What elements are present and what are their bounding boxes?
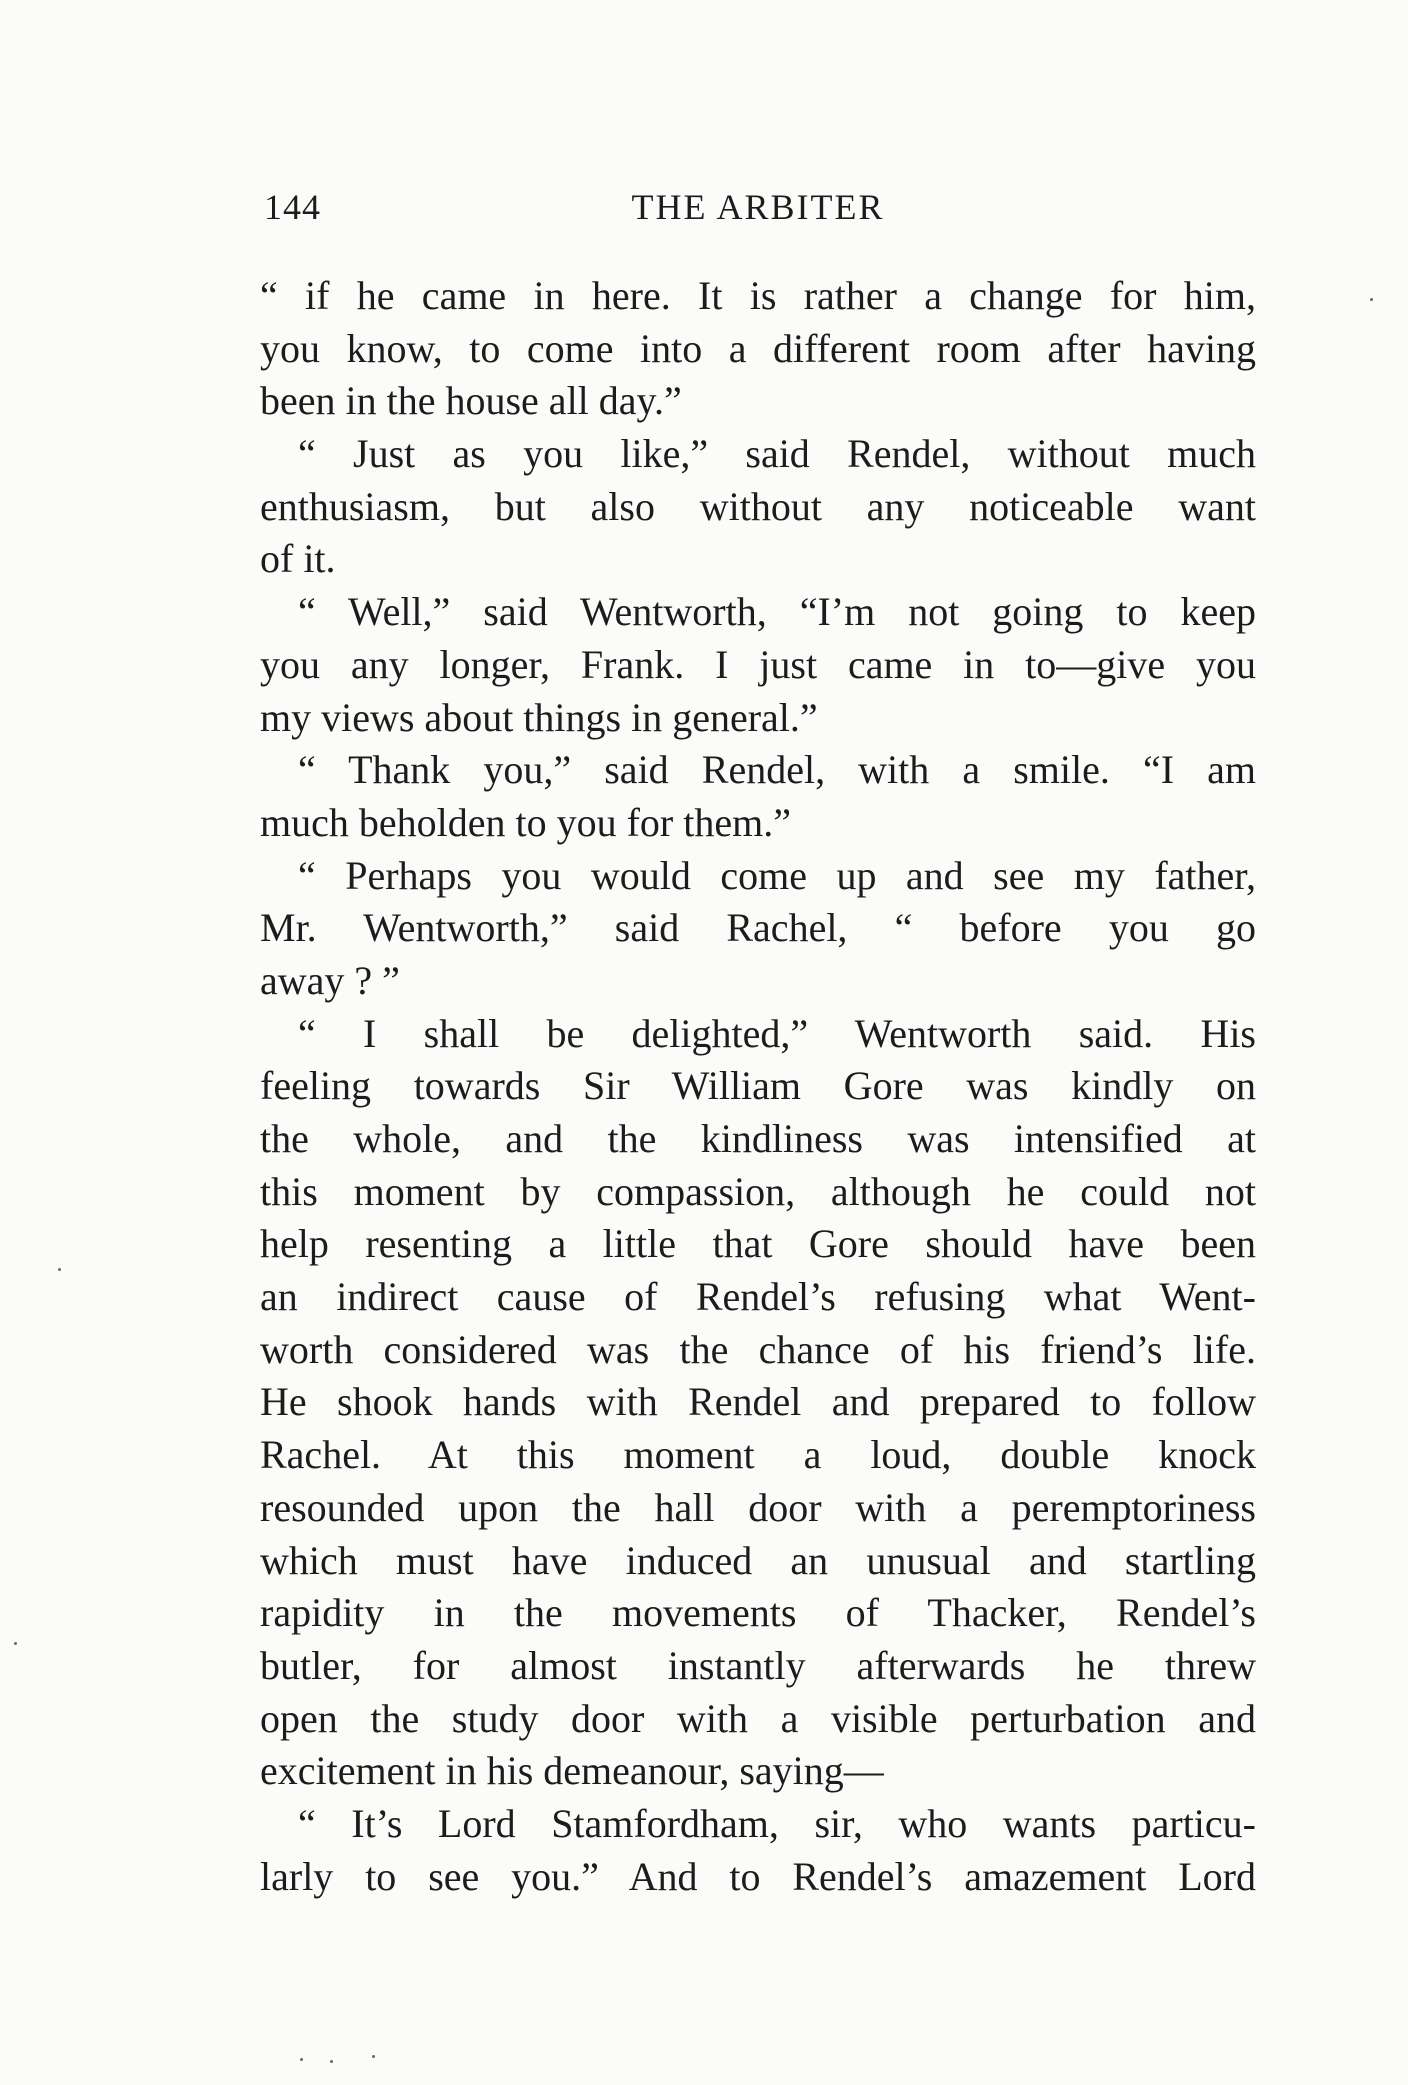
text-line: Rachel. At this moment a loud, double knock bbox=[260, 1432, 1256, 1478]
text-line: “ Just as you like,” said Rendel, without much bbox=[298, 431, 1256, 477]
text-line: away ? ” bbox=[260, 957, 400, 1003]
paper-speck bbox=[14, 1642, 17, 1645]
text-line: help resenting a little that Gore should have been bbox=[260, 1221, 1256, 1267]
text-line: “ Well,” said Wentworth, “I’m not going to keep bbox=[298, 589, 1256, 635]
paper-speck bbox=[58, 1268, 61, 1271]
text-line: “ Thank you,” said Rendel, with a smile. “I am bbox=[298, 747, 1256, 793]
text-line: resounded upon the hall door with a peremptoriness bbox=[260, 1484, 1256, 1530]
text-line: larly to see you.” And to Rendel’s amazement Lord bbox=[260, 1853, 1256, 1899]
text-line: open the study door with a visible perturbation and bbox=[260, 1695, 1256, 1741]
text-line: excitement in his demeanour, saying— bbox=[260, 1748, 884, 1794]
text-line: you any longer, Frank. I just came in to—give you bbox=[260, 641, 1256, 687]
text-line: which must have induced an unusual and startling bbox=[260, 1537, 1256, 1583]
text-line: “ I shall be delighted,” Wentworth said. His bbox=[298, 1010, 1256, 1056]
text-line: the whole, and the kindliness was intensified at bbox=[260, 1116, 1256, 1161]
running-head: THE ARBITER bbox=[631, 187, 885, 227]
text-line: Mr. Wentworth,” said Rachel, “ before you go bbox=[260, 905, 1256, 951]
text-line: worth considered was the chance of his friend’s life. bbox=[260, 1326, 1256, 1372]
paper-speck bbox=[372, 2055, 375, 2058]
text-line: butler, for almost instantly afterwards he threw bbox=[260, 1642, 1256, 1688]
text-line: rapidity in the movements of Thacker, Rendel’s bbox=[260, 1590, 1256, 1636]
text-line: you know, to come into a different room after having bbox=[260, 325, 1256, 371]
body-text bbox=[260, 270, 1256, 1903]
text-line: my views about things in general.” bbox=[260, 694, 818, 740]
text-line: been in the house all day.” bbox=[260, 378, 682, 424]
paper-speck bbox=[330, 2060, 333, 2063]
text-line: enthusiasm, but also without any noticeable want bbox=[260, 483, 1256, 529]
paper-speck bbox=[300, 2058, 303, 2061]
paper-speck bbox=[1370, 298, 1373, 301]
text-line: an indirect cause of Rendel’s refusing what Went- bbox=[260, 1274, 1256, 1320]
page-header bbox=[260, 186, 1256, 236]
text-line: this moment by compassion, although he could not bbox=[260, 1168, 1256, 1214]
text-line: much beholden to you for them.” bbox=[260, 799, 791, 845]
text-line: “ Perhaps you would come up and see my father, bbox=[298, 852, 1256, 898]
text-line: “ if he came in here. It is rather a change for him, bbox=[260, 273, 1256, 318]
text-line: He shook hands with Rendel and prepared to follow bbox=[260, 1379, 1256, 1425]
page-number: 144 bbox=[264, 187, 321, 227]
text-line: feeling towards Sir William Gore was kindly on bbox=[260, 1063, 1256, 1109]
text-line: of it. bbox=[260, 536, 336, 582]
text-line: “ It’s Lord Stamfordham, sir, who wants particu- bbox=[298, 1800, 1256, 1846]
